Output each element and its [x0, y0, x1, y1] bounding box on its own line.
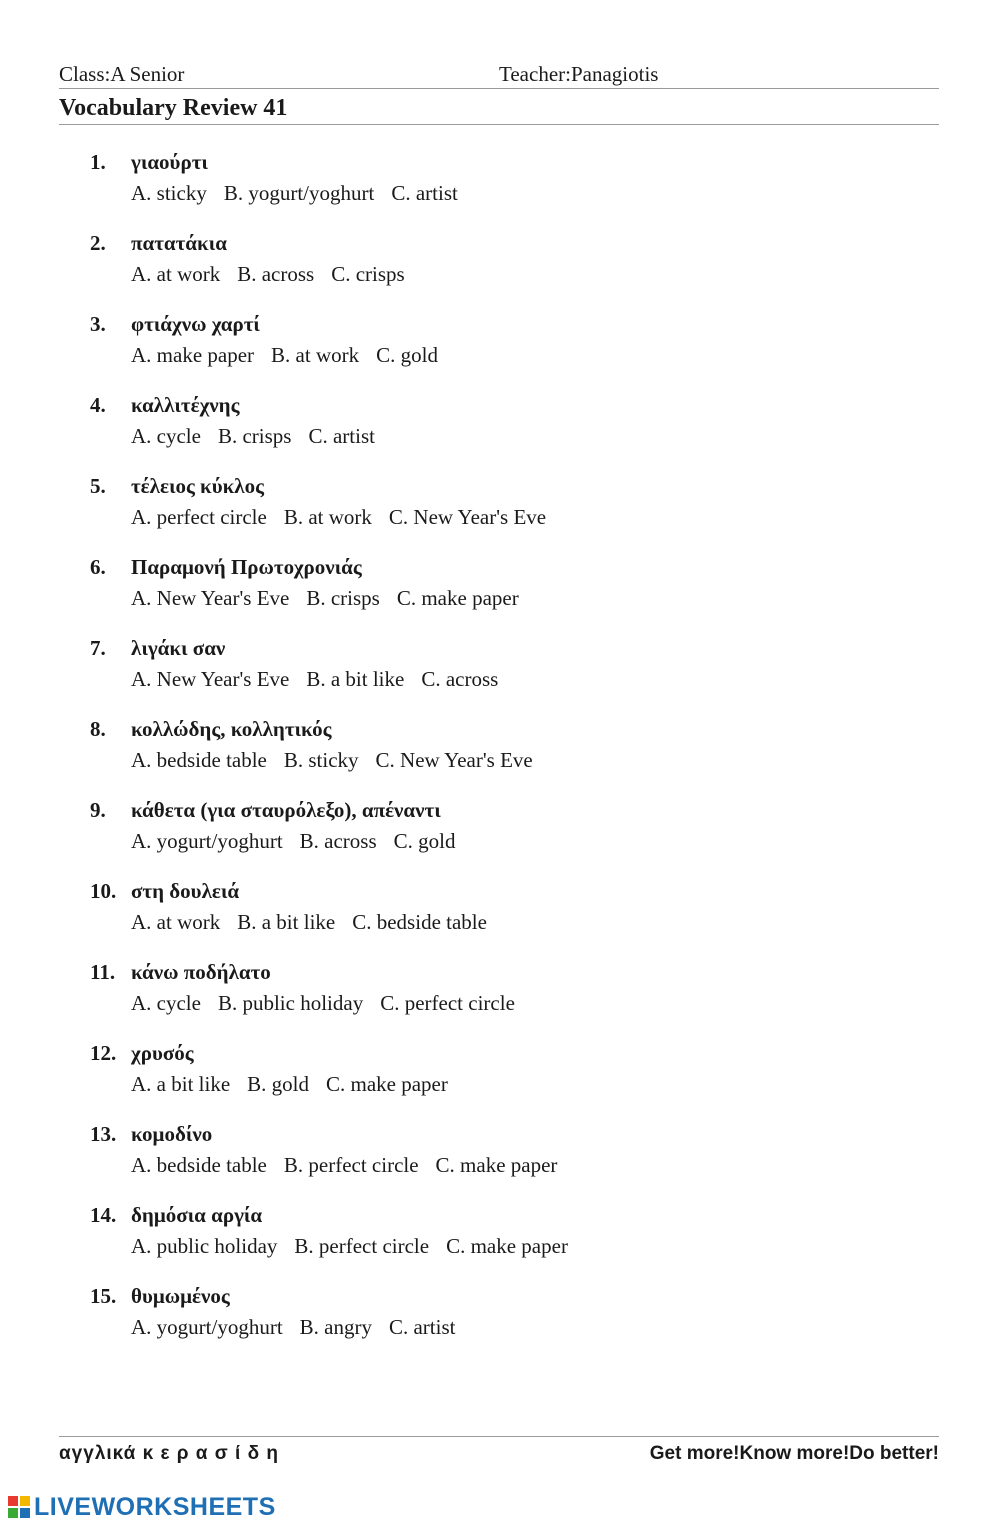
- question-number: 1.: [90, 150, 106, 174]
- answer-options: [131, 505, 563, 530]
- answer-option[interactable]: C. gold: [393, 829, 456, 853]
- question-item: [90, 1201, 930, 1282]
- answer-option[interactable]: A. perfect circle: [131, 505, 267, 529]
- question-item: [90, 1120, 930, 1201]
- answer-option[interactable]: A. at work: [131, 262, 221, 286]
- answer-option[interactable]: A. New Year's Eve: [131, 586, 290, 610]
- question-item: [90, 148, 930, 229]
- question-item: [90, 1039, 930, 1120]
- answer-options: [131, 586, 536, 611]
- question-number: 14.: [90, 1203, 117, 1227]
- question-word: λιγάκι σαν: [131, 636, 226, 660]
- answer-option[interactable]: C. make paper: [446, 1234, 568, 1258]
- answer-option[interactable]: A. New Year's Eve: [131, 667, 290, 691]
- question-word: πατατάκια: [131, 231, 227, 255]
- teacher-label: Teacher:Panagiotis: [499, 62, 659, 86]
- class-label: Class:A Senior: [59, 62, 185, 86]
- question-item: [90, 553, 930, 634]
- answer-option[interactable]: B. sticky: [283, 748, 359, 772]
- footer-slogan: Get more!Know more!Do better!: [649, 1443, 939, 1464]
- answer-option[interactable]: A. cycle: [131, 991, 201, 1015]
- answer-option[interactable]: A. yogurt/yoghurt: [131, 829, 283, 853]
- answer-options: [131, 1153, 574, 1178]
- liveworksheets-logo: [8, 1492, 276, 1522]
- answer-option[interactable]: A. bedside table: [131, 748, 267, 772]
- answer-option[interactable]: B. across: [299, 829, 377, 853]
- question-item: [90, 310, 930, 391]
- worksheet-footer: [59, 1436, 939, 1469]
- question-word: χρυσός: [131, 1041, 194, 1065]
- answer-option[interactable]: B. a bit like: [237, 910, 336, 934]
- answer-option[interactable]: C. bedside table: [352, 910, 487, 934]
- question-number: 6.: [90, 555, 106, 579]
- answer-option[interactable]: A. make paper: [131, 343, 255, 367]
- question-number: 8.: [90, 717, 106, 741]
- answer-option[interactable]: B. perfect circle: [294, 1234, 430, 1258]
- question-list: [90, 148, 930, 1363]
- answer-options: [131, 910, 504, 935]
- answer-options: [131, 1234, 585, 1259]
- answer-option[interactable]: A. cycle: [131, 424, 201, 448]
- question-word: κάθετα (για σταυρόλεξο), απέναντι: [131, 798, 441, 822]
- question-item: [90, 634, 930, 715]
- answer-option[interactable]: A. at work: [131, 910, 221, 934]
- answer-options: [131, 262, 422, 287]
- answer-option[interactable]: C. make paper: [435, 1153, 558, 1177]
- answer-option[interactable]: B. perfect circle: [283, 1153, 419, 1177]
- answer-options: [131, 424, 392, 449]
- question-word: καλλιτέχνης: [131, 393, 240, 417]
- question-item: [90, 472, 930, 553]
- answer-option[interactable]: C. artist: [308, 424, 375, 448]
- answer-options: [131, 748, 550, 773]
- footer-left-text: αγγλικά κ ε ρ α σ ί δ η: [59, 1443, 279, 1464]
- answer-option[interactable]: B. yogurt/yoghurt: [223, 181, 375, 205]
- question-number: 4.: [90, 393, 106, 417]
- question-item: [90, 1282, 930, 1363]
- answer-option[interactable]: C. New Year's Eve: [375, 748, 533, 772]
- answer-options: [131, 181, 475, 206]
- answer-option[interactable]: C. gold: [376, 343, 438, 367]
- answer-option[interactable]: C. artist: [391, 181, 458, 205]
- answer-options: [131, 1072, 465, 1097]
- question-number: 2.: [90, 231, 106, 255]
- question-word: Παραμονή Πρωτοχρονιάς: [131, 555, 362, 579]
- question-number: 9.: [90, 798, 106, 822]
- question-number: 5.: [90, 474, 106, 498]
- question-item: [90, 796, 930, 877]
- question-word: τέλειος κύκλος: [131, 474, 264, 498]
- question-number: 11.: [90, 960, 116, 984]
- answer-options: [131, 991, 532, 1016]
- answer-option[interactable]: B. gold: [247, 1072, 309, 1096]
- answer-option[interactable]: A. yogurt/yoghurt: [131, 1315, 283, 1339]
- question-item: [90, 229, 930, 310]
- question-number: 3.: [90, 312, 106, 336]
- answer-options: [131, 343, 455, 368]
- question-number: 13.: [90, 1122, 117, 1146]
- question-word: κάνω ποδήλατο: [131, 960, 271, 984]
- answer-option[interactable]: B. crisps: [306, 586, 380, 610]
- question-item: [90, 391, 930, 472]
- question-item: [90, 958, 930, 1039]
- answer-option[interactable]: C. crisps: [331, 262, 405, 286]
- answer-option[interactable]: B. across: [237, 262, 315, 286]
- page-title: Vocabulary Review 41: [59, 95, 288, 121]
- question-number: 12.: [90, 1041, 117, 1065]
- answer-option[interactable]: B. angry: [299, 1315, 372, 1339]
- title-bar: [59, 94, 939, 125]
- answer-option[interactable]: B. crisps: [217, 424, 292, 448]
- answer-option[interactable]: C. make paper: [396, 586, 519, 610]
- question-word: θυμωμένος: [131, 1284, 230, 1308]
- worksheet-header: [59, 62, 939, 89]
- question-word: γιαούρτι: [131, 150, 208, 174]
- answer-option[interactable]: B. at work: [283, 505, 372, 529]
- logo-text: LIVEWORKSHEETS: [34, 1492, 276, 1521]
- answer-option[interactable]: A. public holiday: [131, 1234, 278, 1258]
- question-word: στη δουλειά: [131, 879, 240, 903]
- answer-options: [131, 829, 473, 854]
- answer-option[interactable]: B. public holiday: [217, 991, 364, 1015]
- question-word: κομοδίνο: [131, 1122, 213, 1146]
- answer-options: [131, 667, 515, 692]
- question-word: κολλώδης, κολλητικός: [131, 717, 332, 741]
- answer-option[interactable]: C. artist: [388, 1315, 456, 1339]
- liveworksheets-logo-icon: [8, 1496, 30, 1518]
- question-item: [90, 715, 930, 796]
- question-word: δημόσια αργία: [131, 1203, 263, 1227]
- answer-option[interactable]: A. a bit like: [131, 1072, 231, 1096]
- question-number: 7.: [90, 636, 106, 660]
- answer-option[interactable]: C. New Year's Eve: [388, 505, 547, 529]
- answer-option[interactable]: C. across: [421, 667, 499, 691]
- question-number: 15.: [90, 1284, 117, 1308]
- answer-option[interactable]: C. perfect circle: [380, 991, 515, 1015]
- question-item: [90, 877, 930, 958]
- answer-option[interactable]: A. sticky: [131, 181, 207, 205]
- answer-option[interactable]: B. at work: [271, 343, 360, 367]
- answer-option[interactable]: A. bedside table: [131, 1153, 267, 1177]
- answer-options: [131, 1315, 472, 1340]
- answer-option[interactable]: B. a bit like: [306, 667, 405, 691]
- question-word: φτιάχνω χαρτί: [131, 312, 260, 336]
- question-number: 10.: [90, 879, 117, 903]
- answer-option[interactable]: C. make paper: [326, 1072, 448, 1096]
